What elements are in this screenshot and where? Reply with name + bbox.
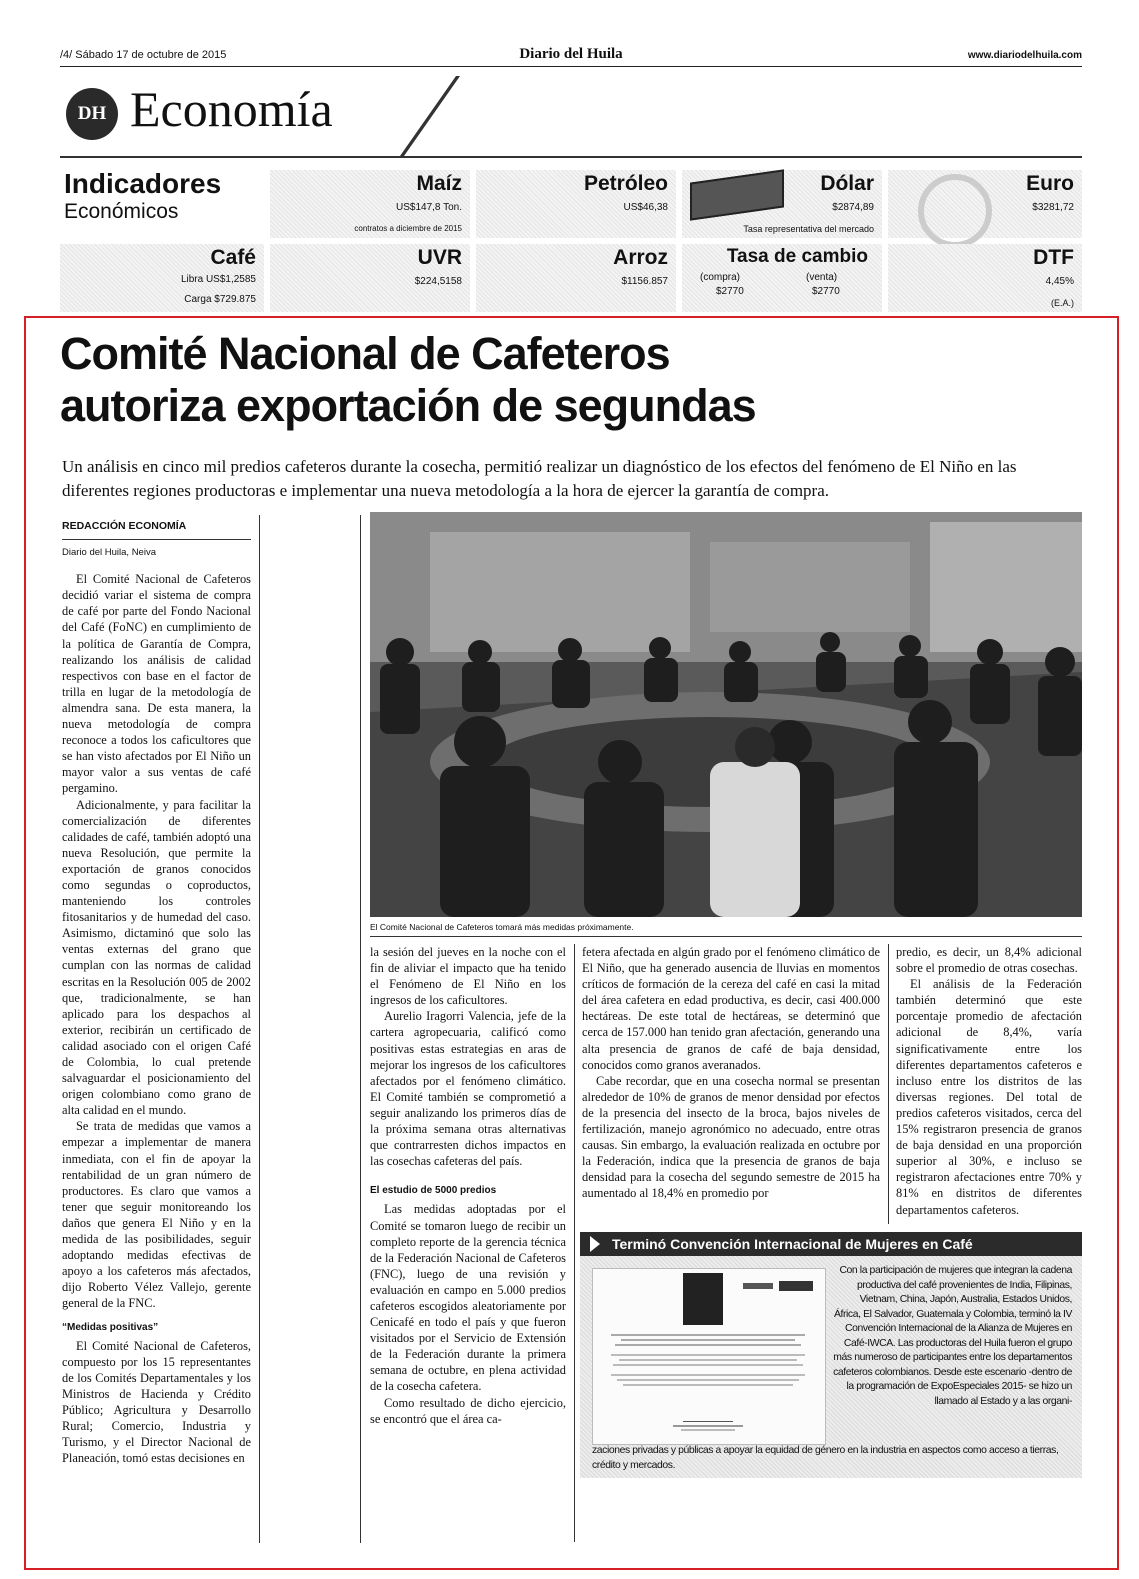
article-lead: Un análisis en cinco mil predios cafeteros durante la cosecha, permitió realizar un diagnóstico de los efectos del fenómeno de El Niño en las diferentes regiones productoras e implementar una nueva metodología a la hora de ejercer la garantía de compra.: [62, 457, 1017, 500]
indicator-petroleo: [476, 170, 676, 238]
article-column-1: [62, 518, 251, 1466]
sidebar-box-text-continued: zaciones privadas y públicas a apoyar la equidad de género en la industria en aspectos como acceso a tierras, crédito y mercados.: [592, 1445, 1059, 1471]
sidebar-box-title: [580, 1232, 1082, 1256]
indicator-name: DTF: [1033, 246, 1074, 269]
indicator-cafe-carga: Carga $729.875: [184, 294, 256, 305]
indicators-title-line2: Económicos: [64, 200, 179, 223]
paragraph: predio, es decir, un 8,4% adicional sobre el promedio de otras cosechas.: [896, 945, 1082, 976]
column-rule: [888, 944, 889, 1224]
indicator-name: Dólar: [820, 172, 874, 195]
paragraph: Como resultado de dicho ejercicio, se encontró que el área ca-: [370, 1395, 566, 1426]
indicator-value: $2874,89: [832, 202, 874, 213]
indicator-uvr: [270, 244, 470, 312]
euro-icon: [918, 174, 992, 248]
subhead: “Medidas positivas”: [62, 1321, 159, 1333]
indicator-name: Tasa de cambio: [726, 246, 868, 267]
paragraph: Se trata de medidas que vamos a empezar a implementar de manera inmediata, con el fin de apoyar la rentabilidad de un gran número de productores. Es claro que vamos a tener que seguir monitoreando los daños que genera El Niño y en la medida de las posibilidades, seguir adoptando medidas efectivas de apoyo a los cafeteros más afectados, dijo Roberto Vélez Vallejo, gerente general de la FNC.: [62, 1119, 251, 1311]
sidebar-box-title-text: Terminó Convención Internacional de Mujeres en Café: [612, 1236, 973, 1252]
dateline: Diario del Huila, Neiva: [62, 547, 156, 559]
indicator-name: Petróleo: [583, 172, 668, 195]
byline-rule: [62, 539, 251, 540]
sidebar-box-mujeres-cafe: [580, 1232, 1082, 1478]
indicator-name: Café: [210, 246, 256, 269]
paragraph: El Comité Nacional de Cafeteros decidió variar el sistema de compra de café por parte del Fondo Nacional del Café (FoNC) en cumplimiento de la política de Garantía de Compra, realizando los análisis de calidad respectivos con base en el factor de trilla en lugar de la metodología de almendra sana. De esta manera, la nueva metodología de compra reconoce a todos los caficultores que se han visto afectados por El Niño un mayor valor a sus ventas de café pergamino.: [62, 572, 251, 796]
indicator-name: UVR: [417, 246, 462, 269]
logo-icon: [779, 1281, 813, 1291]
photo-caption: El Comité Nacional de Cafeteros tomará más medidas próximamente.: [370, 922, 1082, 937]
article-column-4: [896, 944, 1082, 1218]
indicator-name: Maíz: [416, 172, 462, 195]
logo-icon: [743, 1283, 773, 1289]
masthead: [60, 46, 1082, 67]
article-column-2: [370, 944, 566, 1427]
indicator-value: $1156.857: [621, 276, 668, 287]
indicator-value: 4,45%: [1045, 276, 1074, 287]
indicator-value: $3281,72: [1032, 202, 1074, 213]
column-rule: [259, 515, 260, 1543]
paragraph: Aurelio Iragorri Valencia, jefe de la cartera agropecuaria, calificó como positivas estas estrategias en aras de mejorar los ingresos de los caficultores afectados por el fenómeno climático. El Comité también se comprometió a seguir analizando los primeros días de la próxima semana otras alternativas que contrarresten dichos impactos en las cosechas cafeteras del país.: [370, 1009, 566, 1169]
signature-image: [663, 1415, 753, 1433]
article-column-3: [582, 944, 880, 1202]
paragraph: la sesión del jueves en la noche con el fin de aliviar el impacto que ha tenido el Fenómeno de El Niño en los ingresos de los caficultores.: [370, 945, 566, 1008]
arrow-right-icon: [590, 1236, 600, 1252]
headline-line1: Comité Nacional de Cafeteros: [60, 328, 670, 379]
indicators-title: [64, 168, 221, 224]
section-divider: [400, 76, 460, 156]
indicator-dolar: [682, 170, 882, 238]
paragraph: Las medidas adoptadas por el Comité se tomaron luego de recibir un completo reporte de la gerencia técnica de la Federación Nacional de Cafeteros (FNC), luego de una revisión y evaluación en campo en 5.000 predios cafeteros escogidos aleatoriamente por Cenicafé en todo el país y que fueron visitados por el Servicio de Extensión de la Federación durante la primera semana de octubre, en plena actividad de la cosecha cafetera.: [370, 1202, 566, 1394]
paragraph: El Comité Nacional de Cafeteros, compuesto por los 15 representantes de los Comités Departamentales y los Ministros de Hacienda y Crédito Público; Agricultura y Desarrollo Rural; Comercio, Industria y Turismo, y el Director Nacional de Planeación, tomó estas decisiones en: [62, 1338, 251, 1466]
money-bundle-icon: [690, 169, 784, 220]
indicator-note: contratos a diciembre de 2015: [354, 224, 462, 233]
article-headline: [60, 328, 1060, 432]
headline-line2: autoriza exportación de segundas: [60, 380, 756, 431]
column-rule: [360, 515, 361, 1543]
indicator-note: (E.A.): [1050, 298, 1074, 308]
tasa-compra-value: $2770: [716, 286, 744, 297]
indicator-value: US$147,8 Ton.: [396, 202, 462, 213]
website-link[interactable]: www.diariodelhuila.com: [967, 50, 1082, 61]
indicator-arroz: [476, 244, 676, 312]
tasa-compra-label: (compra): [700, 272, 741, 283]
page-date: /4/ Sábado 17 de octubre de 2015: [60, 49, 227, 61]
certificate-fine-print: [601, 1331, 815, 1389]
certificate-photo: [683, 1273, 723, 1325]
certificate-image: [592, 1268, 826, 1445]
indicator-maiz: [270, 170, 470, 238]
paragraph: El análisis de la Federación también determinó que este porcentaje promedio de afectación adicional de 8,4%, varía significativamente entre los diferentes departamentos cafeteros e incluso entre los distritos de las diversas regiones. Del total de predios cafeteros visitados, cerca del 15% registraron presencia de granos de baja densidad en una proporción superior al 30%, e incluso se registraron afectaciones entre 70% y 81% en distritos de diferentes departamentos cafeteros.: [896, 977, 1082, 1217]
dh-logo-icon: DH: [66, 88, 118, 140]
indicator-euro: [888, 170, 1082, 238]
economic-indicators: [60, 166, 1082, 314]
indicator-name: Euro: [1026, 172, 1074, 195]
paragraph: Cabe recordar, que en una cosecha normal se presentan alrededor de 10% de granos de menor densidad por efectos de la presencia del insecto de la broca, bajos niveles de fertilización, manejo agronómico no adecuado, entre otras causas. Sin embargo, la evaluación realizada en octubre por la Federación, indica que la presencia de granos de baja densidad para la cosecha del segundo semestre de 2015 ha aumentado al 18,4% en promedio por: [582, 1073, 880, 1201]
indicator-note: Tasa representativa del mercado: [743, 224, 874, 234]
subhead: El estudio de 5000 predios: [370, 1185, 497, 1197]
indicator-cafe-libra: Libra US$1,2585: [180, 274, 256, 285]
meeting-photo: [370, 512, 1082, 917]
sidebar-box-text: Con la participación de mujeres que integran la cadena productiva del café provenientes de India, Filipinas, Vietnam, China, Japón, Australia, Estados Unidos, África, El Salvador, Guatemala y Colombia, terminó la IV Convención Internacional de la Alianza de Mujeres en Café-IWCA. Las productoras del Huila fueron el grupo más numeroso de participantes entre los departamentos cafeteros colombianos. Desde este escenario -dentro de la programación de ExpoEspeciales 2015- se hizo un llamado al Estado y a las organi-: [833, 1265, 1072, 1407]
tasa-venta-label: (venta): [806, 272, 838, 283]
indicator-tasa-cambio: [682, 244, 882, 312]
newspaper-name: Diario del Huila: [519, 46, 623, 62]
section-header: [60, 76, 1082, 158]
indicators-title-line1: Indicadores: [64, 168, 222, 199]
indicator-cafe: [60, 244, 264, 312]
section-title: Economía: [130, 81, 333, 137]
paragraph: Adicionalmente, y para facilitar la comercialización de diferentes calidades de café, también adoptó una nueva Resolución, que permite la exportación de granos conocidos como segundas o coproductos, manteniendo los controles fitosanitarios y de humedad del caso. Asimismo, dictaminó que solo las ventas externas del grano que cumplan con las normas de calidad escritas en la Resolución 005 de 2002 que, tradicionalmente, se han aplicado para los despachos al exterior, recibirán un certificado de calidad asociado con el origen Café de Colombia, lo cual pretende salvaguardar el posicionamiento del origen colombiano como grano de alta calidad en el mundo.: [62, 797, 251, 1118]
column-rule: [574, 944, 575, 1542]
byline: REDACCIÓN ECONOMÍA: [62, 520, 187, 532]
indicator-value: US$46,38: [623, 202, 668, 213]
indicator-value: $224,5158: [414, 276, 462, 287]
tasa-venta-value: $2770: [812, 286, 840, 297]
indicator-name: Arroz: [613, 246, 668, 269]
paragraph: fetera afectada en algún grado por el fenómeno climático de El Niño, que ha generado ausencia de lluvias en momentos críticos de formación de la cereza del café en casi la mitad del área cafetera en edad productiva, es decir, casi 400.000 hectáreas. De este total de hectáreas, se determinó que cerca de 157.000 han tenido gran afectación, generando una alta presencia de granos de café de baja densidad, conocidos como granos averanados.: [582, 945, 880, 1072]
indicator-dtf: [888, 244, 1082, 312]
